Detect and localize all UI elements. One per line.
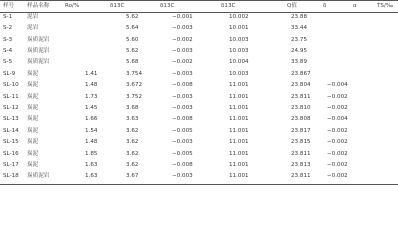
value-cell [65, 35, 110, 46]
value-cell: 23.813 [291, 161, 311, 168]
value-cell: 3.63 [126, 116, 139, 123]
sample-id-cell: SL-16 [3, 150, 19, 157]
value-cell: −0.003 [172, 48, 193, 55]
value-cell: 23.867 [291, 70, 311, 77]
value-cell [323, 35, 353, 46]
value-cell: 3.62 [126, 127, 139, 134]
data-table [0, 1, 398, 183]
sample-id-cell: SL-9 [3, 70, 16, 77]
sample-name-cell: 炭泥 [27, 127, 39, 134]
sample-id-cell: SL-18 [3, 173, 19, 180]
value-cell: −0.004 [327, 116, 348, 123]
value-cell [323, 23, 353, 34]
value-cell: −0.002 [172, 59, 193, 66]
table-row [0, 126, 398, 137]
sample-name-cell: 炭质泥岩 [27, 48, 50, 55]
table-row [0, 137, 398, 148]
sample-id-cell: SL-10 [3, 82, 19, 89]
header-cell: Ro/% [65, 2, 80, 9]
value-cell: 11.001 [229, 105, 249, 112]
header-cell: δ13C [110, 2, 125, 9]
value-cell: 1.54 [85, 127, 98, 134]
header-cell: 样号 [3, 2, 15, 9]
value-cell: 1.45 [85, 105, 98, 112]
header-cell: TS/‰ [377, 2, 394, 9]
value-cell [377, 126, 398, 137]
sample-id-cell: SL-11 [3, 93, 19, 100]
header-cell: α [353, 2, 357, 9]
value-cell: −0.001 [172, 13, 193, 20]
value-cell: −0.008 [172, 116, 193, 123]
value-cell: −0.003 [172, 139, 193, 146]
value-cell: 23.75 [291, 36, 308, 43]
value-cell: 3.68 [126, 105, 139, 112]
table-row [0, 115, 398, 126]
sample-name-cell: 炭泥 [27, 105, 39, 112]
value-cell: 11.001 [229, 173, 249, 180]
sample-id-cell: SL-13 [3, 116, 19, 123]
value-cell: 3.752 [126, 93, 143, 100]
header-cell: δ [323, 2, 327, 9]
value-cell: 3.62 [126, 161, 139, 168]
value-cell: 11.001 [229, 150, 249, 157]
value-cell: 23.811 [291, 93, 311, 100]
sample-name-cell: 炭泥 [27, 150, 39, 157]
sample-name-cell: 炭质泥岩 [27, 59, 50, 66]
value-cell: 5.62 [126, 48, 139, 55]
value-cell: 33.89 [291, 59, 308, 66]
value-cell: −0.002 [327, 139, 348, 146]
value-cell: −0.003 [172, 173, 193, 180]
value-cell [377, 137, 398, 148]
value-cell: 11.001 [229, 161, 249, 168]
value-cell [377, 35, 398, 46]
value-cell [377, 12, 398, 23]
sample-id-cell: SL-12 [3, 105, 19, 112]
table-row [0, 35, 398, 46]
sample-name-cell: 炭泥 [27, 70, 39, 77]
value-cell: 1.66 [85, 116, 98, 123]
sample-id-cell: SL-14 [3, 127, 19, 134]
value-cell: −0.008 [172, 161, 193, 168]
value-cell [353, 92, 377, 103]
value-cell: 1.63 [85, 161, 98, 168]
value-cell: −0.003 [172, 105, 193, 112]
value-cell: −0.002 [327, 173, 348, 180]
sample-id-cell: S-3 [3, 36, 13, 43]
sample-name-cell: 炭质泥岩 [27, 173, 50, 180]
sample-id-cell: SL-17 [3, 161, 19, 168]
sample-id-cell: S-4 [3, 48, 13, 55]
table-row [0, 12, 398, 23]
value-cell: 11.001 [229, 116, 249, 123]
value-cell: 10.003 [229, 36, 249, 43]
value-cell: −0.002 [327, 105, 348, 112]
value-cell: 1.41 [85, 70, 98, 77]
table-row [0, 46, 398, 57]
value-cell [377, 115, 398, 126]
value-cell: 24.95 [291, 48, 308, 55]
value-cell [377, 80, 398, 91]
value-cell [353, 80, 377, 91]
sample-name-cell: 炭泥 [27, 82, 39, 89]
value-cell [353, 115, 377, 126]
table-row [0, 92, 398, 103]
sample-id-cell: S-2 [3, 25, 13, 32]
value-cell: 33.44 [291, 25, 308, 32]
table-body [0, 12, 398, 183]
value-cell [377, 46, 398, 57]
value-cell: 23.804 [291, 82, 311, 89]
value-cell: 11.001 [229, 127, 249, 134]
value-cell [377, 103, 398, 114]
value-cell: −0.003 [172, 93, 193, 100]
value-cell [377, 58, 398, 69]
value-cell: 23.808 [291, 116, 311, 123]
sample-name-cell: 泥岩 [27, 25, 39, 32]
sample-name-cell: 炭泥 [27, 161, 39, 168]
value-cell [353, 58, 377, 69]
header-cell: Q值 [287, 2, 297, 9]
table-row [0, 149, 398, 160]
value-cell: 3.62 [126, 139, 139, 146]
value-cell [323, 12, 353, 23]
header-cell: 样品名称 [27, 2, 50, 9]
value-cell: −0.002 [327, 150, 348, 157]
value-cell [353, 35, 377, 46]
value-cell: 10.003 [229, 48, 249, 55]
table-row [0, 58, 398, 69]
value-cell: 23.811 [291, 150, 311, 157]
value-cell: 1.48 [85, 82, 98, 89]
value-cell: 23.811 [291, 173, 311, 180]
value-cell: −0.002 [327, 93, 348, 100]
value-cell: −0.005 [172, 127, 193, 134]
value-cell [323, 46, 353, 57]
value-cell [353, 46, 377, 57]
value-cell: −0.004 [327, 82, 348, 89]
value-cell: −0.008 [172, 82, 193, 89]
value-cell: 10.001 [229, 25, 249, 32]
value-cell: 23.817 [291, 127, 311, 134]
value-cell [353, 23, 377, 34]
table-header [0, 1, 398, 12]
table-row [0, 23, 398, 34]
value-cell [353, 149, 377, 160]
table-bottom-rule [0, 184, 398, 185]
header-cell: δ13C [221, 2, 236, 9]
value-cell: −0.002 [172, 36, 193, 43]
sample-name-cell: 炭泥 [27, 116, 39, 123]
value-cell: 3.62 [126, 150, 139, 157]
value-cell: 3.754 [126, 70, 143, 77]
value-cell: 5.60 [126, 36, 139, 43]
sample-id-cell: SL-15 [3, 139, 19, 146]
value-cell [377, 92, 398, 103]
value-cell [377, 23, 398, 34]
table-row [0, 171, 398, 182]
value-cell: 23.810 [291, 105, 311, 112]
value-cell: 11.001 [229, 82, 249, 89]
table-row [0, 103, 398, 114]
value-cell: −0.005 [172, 150, 193, 157]
value-cell [65, 58, 110, 69]
value-cell: −0.003 [172, 70, 193, 77]
value-cell: −0.002 [327, 161, 348, 168]
value-cell [323, 69, 353, 80]
value-cell: 3.672 [126, 82, 143, 89]
value-cell: 23.88 [291, 13, 308, 20]
sample-id-cell: S-5 [3, 59, 13, 66]
value-cell [65, 46, 110, 57]
value-cell: 1.48 [85, 139, 98, 146]
value-cell [353, 126, 377, 137]
value-cell [353, 137, 377, 148]
value-cell [65, 12, 110, 23]
value-cell: 10.003 [229, 70, 249, 77]
value-cell: −0.003 [172, 25, 193, 32]
value-cell: 1.85 [85, 150, 98, 157]
value-cell: 5.62 [126, 13, 139, 20]
value-cell [323, 58, 353, 69]
value-cell: 3.67 [126, 173, 139, 180]
value-cell: 5.68 [126, 59, 139, 66]
value-cell: 1.73 [85, 93, 98, 100]
value-cell: 23.815 [291, 139, 311, 146]
table-row [0, 160, 398, 171]
value-cell [377, 171, 398, 182]
header-row [0, 1, 398, 12]
sample-name-cell: 泥岩 [27, 13, 39, 20]
sample-name-cell: 炭质泥岩 [27, 36, 50, 43]
value-cell: 11.001 [229, 139, 249, 146]
value-cell [353, 171, 377, 182]
value-cell: 10.004 [229, 59, 249, 66]
value-cell: 1.63 [85, 173, 98, 180]
sample-id-cell: S-1 [3, 13, 13, 20]
table-row [0, 69, 398, 80]
value-cell [377, 149, 398, 160]
value-cell: −0.002 [327, 127, 348, 134]
value-cell [353, 103, 377, 114]
value-cell: 10.002 [229, 13, 249, 20]
value-cell [377, 69, 398, 80]
value-cell: 11.001 [229, 93, 249, 100]
table-row [0, 80, 398, 91]
value-cell [353, 69, 377, 80]
sample-name-cell: 炭泥 [27, 93, 39, 100]
value-cell: 5.64 [126, 25, 139, 32]
value-cell [353, 12, 377, 23]
sample-name-cell: 炭泥 [27, 139, 39, 146]
value-cell [377, 160, 398, 171]
header-cell: δ13C [160, 2, 175, 9]
value-cell [353, 160, 377, 171]
value-cell [65, 23, 110, 34]
